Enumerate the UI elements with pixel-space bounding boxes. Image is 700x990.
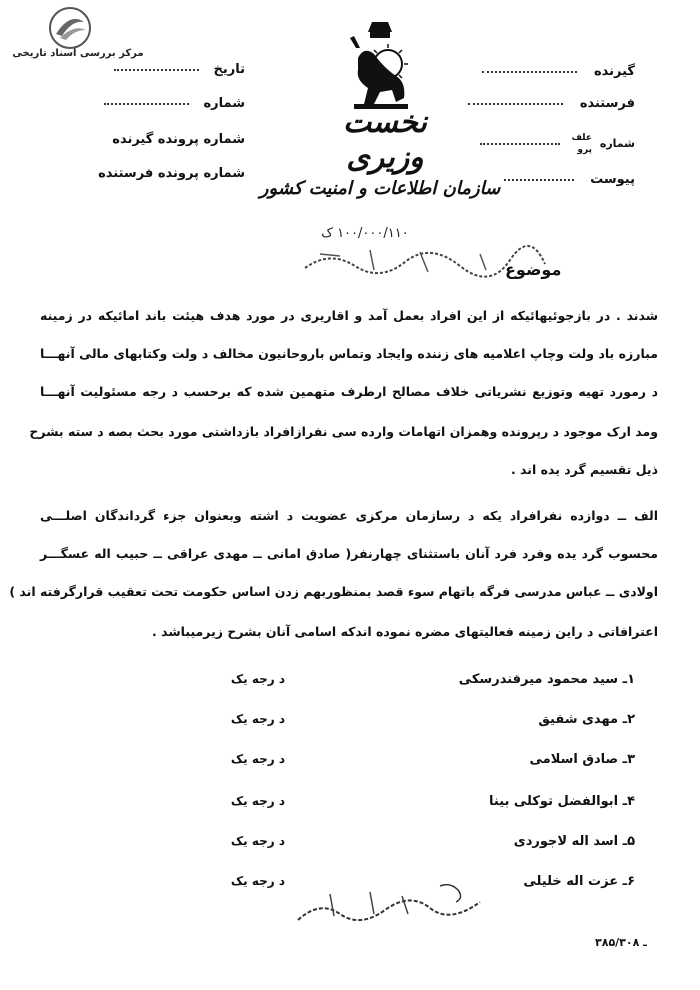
number-label: شماره [599, 137, 635, 150]
list-item-2: ۲ـ مهدی شفیق [538, 712, 635, 727]
sender-label: فرستنده [579, 96, 635, 111]
date-dots [114, 69, 199, 71]
list-item-3-grade: د رجه یک [230, 752, 285, 766]
archive-logo-icon [48, 6, 92, 50]
file-sender-field [98, 166, 245, 181]
recipient-field [482, 64, 635, 79]
office-title: نخست وزیری [343, 105, 427, 175]
body-line-2: مبارزه باد ولت وچاپ اعلامیه های زننده وایجاد وتماس باروحانیون مخالف د ولت وکتابهای مالی آنهـــا [40, 346, 658, 361]
number-sub-1: علف [571, 133, 592, 143]
subject-label: موضوع [505, 260, 562, 279]
section-line-1: الف ــ دوازده نفرافراد یکه د رسازمان مرکزی عضویت د اشته وبعنوان جزء گرداندگان اصلـــی [40, 508, 658, 523]
stamp-code: ۱۰۰/۰۰۰/۱۱۰ ک [321, 226, 409, 241]
recipient-dots [482, 71, 577, 73]
body-line-4: ومد ارک موجود د رپرونده وهمزان اتهامات وارده سی نفرازافراد بازداشتی مورد بحث بصه د سته بشرح [29, 424, 658, 439]
list-item-6-grade: د رجه یک [230, 874, 285, 888]
body-line-1: شدند . در بازجوئیهائیکه از این افراد بعمل آمد و اقاریری در مورد هدف هیئت باند امائیکه در زمینه [40, 308, 658, 323]
list-item-4: ۴ـ ابوالفضل توکلی بینا [489, 794, 635, 809]
body-line-3: د رمورد تهیه وتوزیع نشریاتی خلاف مصالح ارطرف متهمین شده که برحسب د رجه مسئولیت آنهـــا [40, 384, 658, 399]
body-line-5: ذیل تقسیم گرد یده اند . [510, 462, 658, 477]
date-field [114, 62, 245, 77]
list-item-2-grade: د رجه یک [230, 712, 285, 726]
file-recipient-field [112, 132, 245, 147]
sender-field [468, 96, 635, 111]
number-dots [480, 143, 560, 145]
date-label: تاریخ [213, 62, 245, 77]
watermark-text: مرکز بررسی اسناد تاریخی [12, 48, 144, 59]
recipient-label: گیرنده [593, 64, 635, 79]
attachment-field [504, 172, 635, 187]
list-item-5: ۵ـ اسد اله لاجوردی [513, 834, 635, 849]
list-item-6: ۶ـ عزت اله خلیلی [523, 874, 635, 889]
lion-and-sun-emblem-icon [340, 18, 420, 118]
attachment-label: پیوست [590, 172, 635, 187]
footer-code: ۳۸ـ ۵/۳۰۸ [595, 936, 647, 949]
left-number-dots [104, 103, 189, 105]
left-number-label: شماره [203, 96, 245, 111]
left-number-field [104, 96, 245, 111]
number-sub-2: پرو [577, 145, 592, 155]
archive-watermark [8, 6, 148, 62]
number-field [480, 132, 635, 156]
list-item-1: ۱ـ سید محمود میرفندرسکی [458, 672, 635, 687]
list-item-3: ۳ـ صادق اسلامی [529, 752, 635, 767]
file-sender-label: شماره پرونده فرستنده [98, 166, 245, 181]
list-item-1-grade: د رجه یک [230, 672, 285, 686]
attachment-dots [504, 179, 574, 181]
section-line-2: محسوب گرد یده وفرد فرد آنان باستثنای چهارنفر( صادق امانی ــ مهدی عراقی ــ حبیب اله عسگـــر [40, 546, 658, 561]
signature-scribble [290, 880, 490, 930]
section-line-4: اعترافاتی د راین زمینه فعالیتهای مضره نموده اندکه اسامی آنان بشرح زیرمیباشد . [152, 624, 658, 639]
section-line-3: اولادی ــ عباس مدرسی فرگه باتهام سوء قصد بمنظوربهم زدن اساس حکومت تحت تعقیب قرارگرفته اند ) [9, 584, 658, 599]
sender-dots [468, 103, 563, 105]
file-recipient-label: شماره پرونده گیرنده [112, 132, 245, 147]
list-item-5-grade: د رجه یک [230, 834, 285, 848]
list-item-4-grade: د رجه یک [230, 794, 285, 808]
organization-title: سازمان اطلاعات و امنیت کشور [259, 178, 501, 199]
